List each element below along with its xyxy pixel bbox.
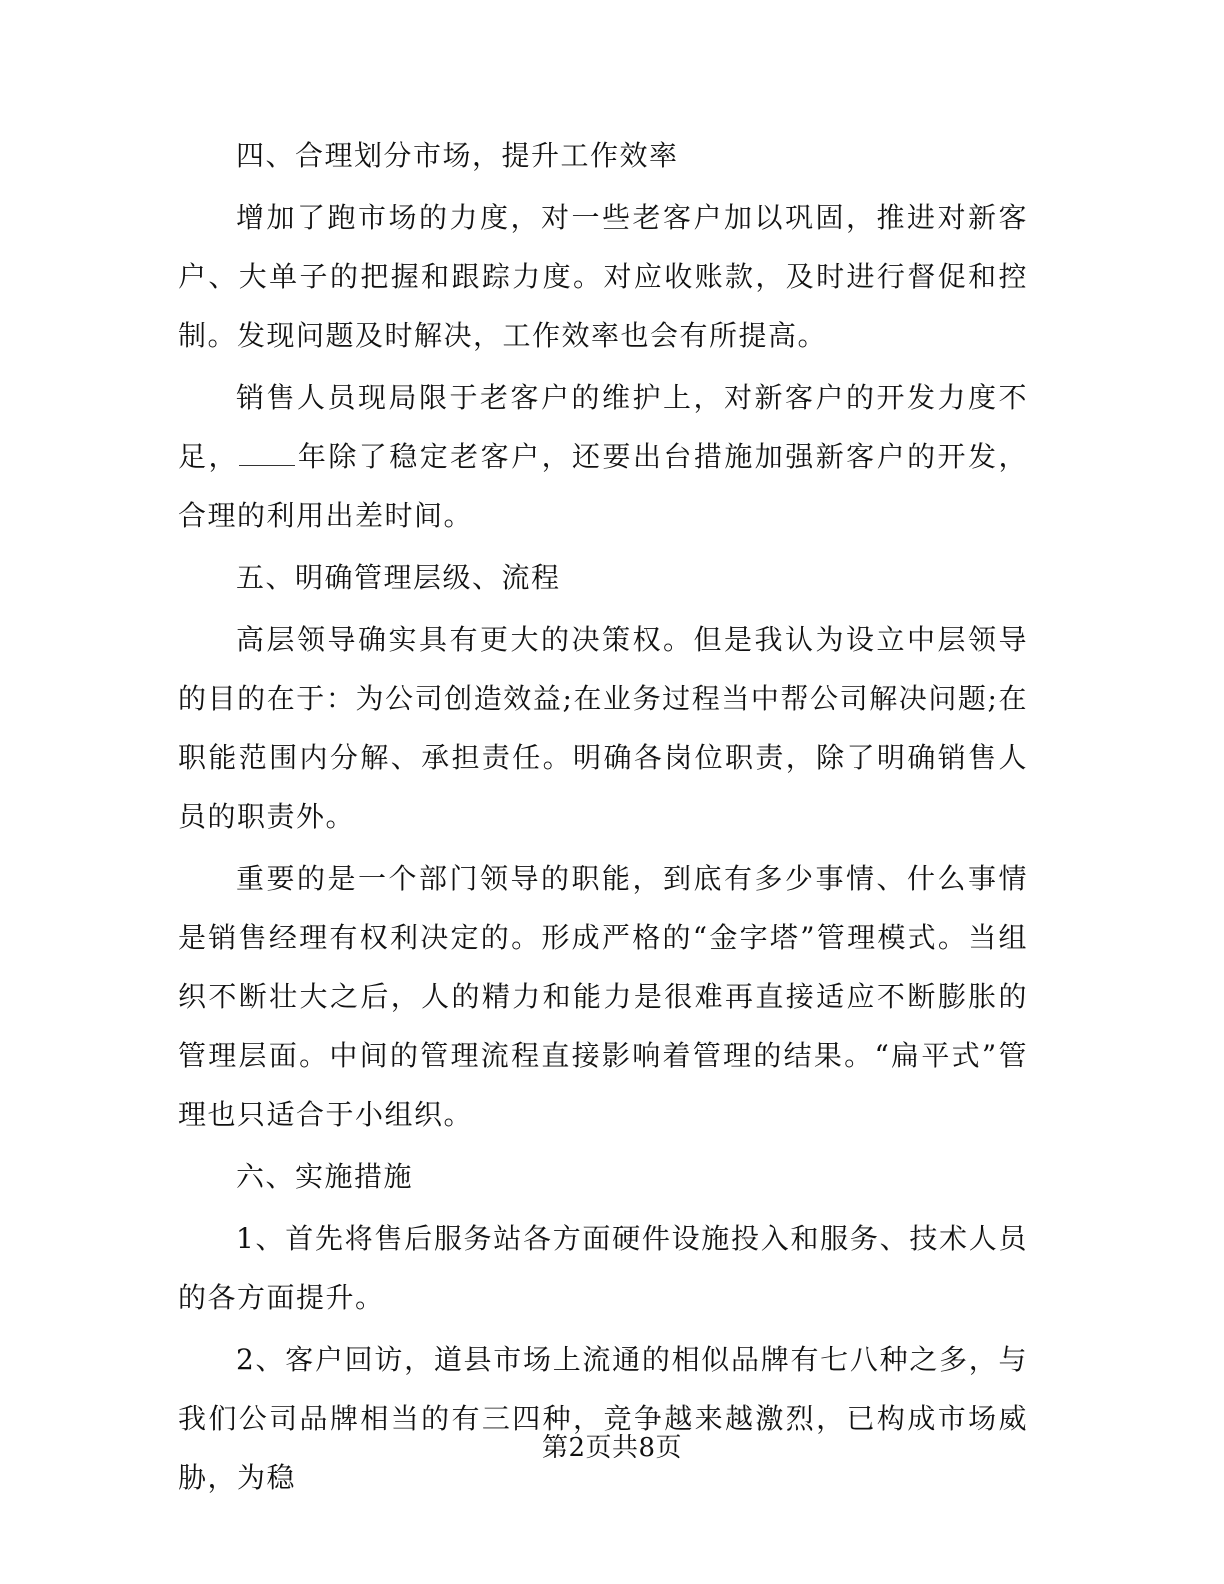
paragraph: 重要的是一个部门领导的职能，到底有多少事情、什么事情是销售经理有权利决定的。形成严格的“金字塔”管理模式。当组织不断壮大之后，人的精力和能力是很难再直接适应不断膨胀的管理层面。中间的管理流程直接影响着管理的结果。“扁平式”管理也只适合于小组织。: [178, 862, 1028, 1131]
document-body: [178, 126, 1028, 1507]
section-heading: 五、明确管理层级、流程: [236, 561, 561, 594]
blank-underline: [239, 441, 295, 466]
section-heading: 六、实施措施: [236, 1160, 414, 1193]
page-footer: 第2页共8页: [541, 1433, 683, 1463]
section-heading: 四、合理划分市场，提升工作效率: [236, 139, 679, 172]
paragraph: 高层领导确实具有更大的决策权。但是我认为设立中层领导的目的在于：为公司创造效益;在业务过程当中帮公司解决问题;在职能范围内分解、承担责任。明确各岗位职责，除了明确销售人员的职责外。: [178, 623, 1028, 833]
paragraph: [178, 368, 1028, 545]
paragraph: 增加了跑市场的力度，对一些老客户加以巩固，推进对新客户、大单子的把握和跟踪力度。对应收账款，及时进行督促和控制。发现问题及时解决，工作效率也会有所提高。: [178, 201, 1028, 352]
list-item: 2、客户回访，道县市场上流通的相似品牌有七八种之多，与我们公司品牌相当的有三四种，竞争越来越激烈，已构成市场威胁，为稳: [178, 1343, 1028, 1494]
paragraph-text: 销售人员现局限于老客户的维护上，对新客户的开发力度不足，: [178, 381, 1028, 473]
list-item: 1、首先将售后服务站各方面硬件设施投入和服务、技术人员的各方面提升。: [178, 1222, 1028, 1314]
paragraph-text: 年除了稳定老客户，还要出台措施加强新客户的开发，合理的利用出差时间。: [178, 440, 1028, 532]
